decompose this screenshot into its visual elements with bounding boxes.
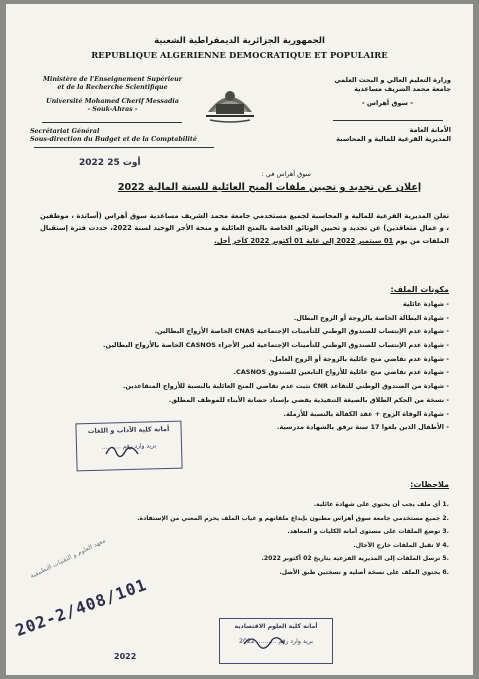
dossier-item: - شهادة عدم تقاضي منح عائلية للأزواج التابعين للصندوق CASNOS. xyxy=(233,368,449,377)
fr-university-line-1: Université Mohamed Cherif Messadia xyxy=(46,98,179,105)
fr-header-rule xyxy=(42,122,182,123)
dossier-item: - شهادة عدم تقاضي منح عائلية بالزوجة أو الزوج العامل. xyxy=(269,354,449,363)
ar-university: جامعة محمد الشريف مساعدية xyxy=(354,85,451,93)
stamp2-title: أمانة كلية العلوم الاقتصادية xyxy=(234,623,318,630)
date-label: سوق أهراس في : xyxy=(261,170,311,178)
note-item: .3 توضع الملفات على مستوى أمانة الكليات و المعاهد. xyxy=(287,528,449,535)
dossier-item: - شهادة الوفاة الزوج + عقد الكفالة بالنسبة للأرملة. xyxy=(283,409,449,418)
note-item: .5 ترسل الملفات إلى المديرية الفرعية بتاريخ 02 أكتوبر 2022. xyxy=(261,555,449,562)
announcement-intro xyxy=(40,210,449,247)
stamp1-title: أمانة كلية الآداب و اللغات xyxy=(87,424,170,436)
note-item: .6 يحتوي الملف على نسخة أصلية و نسختين طبق الأصل. xyxy=(279,568,449,576)
fr-sub-rule xyxy=(34,147,214,148)
fr-ministry-line-1: Ministère de l'Enseignement Supérieur xyxy=(42,76,183,83)
faded-stamp: معهد العلوم و التقنيات التطبيقية xyxy=(29,537,107,580)
fr-ministry-line-2: et de la Recherche Scientifique xyxy=(57,84,168,91)
french-republic-heading: REPUBLIQUE ALGERIENNE DEMOCRATIQUE ET POPULAIRE xyxy=(91,50,388,60)
document-page xyxy=(6,4,473,675)
announcement-title: إعلان عن تجديد و تحيين ملفات المنح العائلية للسنة المالية 2022 xyxy=(117,182,422,193)
arabic-republic-heading: الجمهورية الجزائرية الديمقراطية الشعبية xyxy=(154,36,325,46)
intro-text: تعلن المديرية الفرعية للمالية و المحاسبة لجميع مستخدمي جامعة محمد الشريف مساعدية سوق أهراس (أساتذة ، موظفين ، و عمال متعاقدين) عن تجديد و تحيين الوثائق الخاصة بالمنح العائلية و منحة الأجر الوحيد لسنة 2022، حددت فترة إستقبال الملفات من يوم xyxy=(40,212,449,245)
dossier-item: - نسخة من الحكم الطلاق بالصيغة التنفيذية يقضي بإسناد حضانة الأبناء للموظف المطلق. xyxy=(168,395,449,404)
fr-secretariat: Secrétariat Général xyxy=(30,128,100,135)
intro-period: 01 سبتمبر 2022 إلى غاية 01 أكتوبر 2022 كآخر أجل. xyxy=(214,236,394,245)
stamp1-body: بريد وارد رقم .......... xyxy=(101,442,157,451)
dossier-item: - شهادة عائلية xyxy=(402,300,449,308)
fr-subdirection: Sous-direction du Budget et de la Comptabilité xyxy=(30,136,197,143)
ar-city: - سوق أهراس - xyxy=(361,99,413,107)
ar-header-rule xyxy=(333,120,443,121)
dossier-list xyxy=(64,298,449,435)
handwritten-date: 2022 أوت 25 xyxy=(79,158,141,168)
stamp2-body: بريد وارد رقم .......... 2022 xyxy=(239,638,313,645)
signature-scribble-2-icon xyxy=(242,632,286,650)
signature-scribble-icon xyxy=(104,440,144,460)
ar-subdirection: المديرية الفرعية للمالية و المحاسبة xyxy=(336,135,451,143)
note-item: .2 جميع مستخدمي جامعة سوق أهراس مطبون بإيداع ملفاتهم و غياب الملف يحرم المعني من الإستفادة. xyxy=(137,514,449,522)
dossier-item: - شهادة عدم الإنتساب للصندوق الوطني للتأمينات الإجتماعية لغير الأجراء CASNOS الخاصة بالأزواج البطالين. xyxy=(103,341,449,350)
dossier-item: - شهادة البطالة الخاصة بالزوجة أو الزوج البطال. xyxy=(293,313,449,322)
note-item: .1 أي ملف يجب أن يحتوي على شهادة عائلية. xyxy=(313,501,449,508)
handwritten-registration-number: 202-2/408/101 xyxy=(12,574,150,641)
dossier-item: - شهادة عدم الإنتساب للصندوق الوطني للتأمينات الإجتماعية CNAS الخاصة الأزواج البطالين. xyxy=(154,327,449,336)
university-logo-icon xyxy=(202,76,258,124)
handwritten-year: 2022 xyxy=(114,652,137,661)
notes-list xyxy=(76,498,449,579)
note-item: .4 لا تقبل الملفات خارج الآجال. xyxy=(353,541,449,549)
dossier-item: - شهادة من الصندوق الوطني للتقاعد CNR تثبت عدم تقاضي المنح العائلية بالنسبة للأزواج المتقاعدين. xyxy=(122,382,449,391)
notes-title: ملاحظات: xyxy=(410,480,449,489)
ar-secretariat: الأمانة العامة xyxy=(409,126,451,134)
fr-university-line-2: - Souk-Ahras - xyxy=(87,106,138,113)
ar-ministry: وزارة التعليم العالي و البحث العلمي xyxy=(334,76,451,84)
dossier-item: - الأطفال الذين بلغوا 17 سنة ترفق بالشهادة مدرسية. xyxy=(276,423,449,432)
dossier-title: مكونات الملف: xyxy=(390,285,449,294)
